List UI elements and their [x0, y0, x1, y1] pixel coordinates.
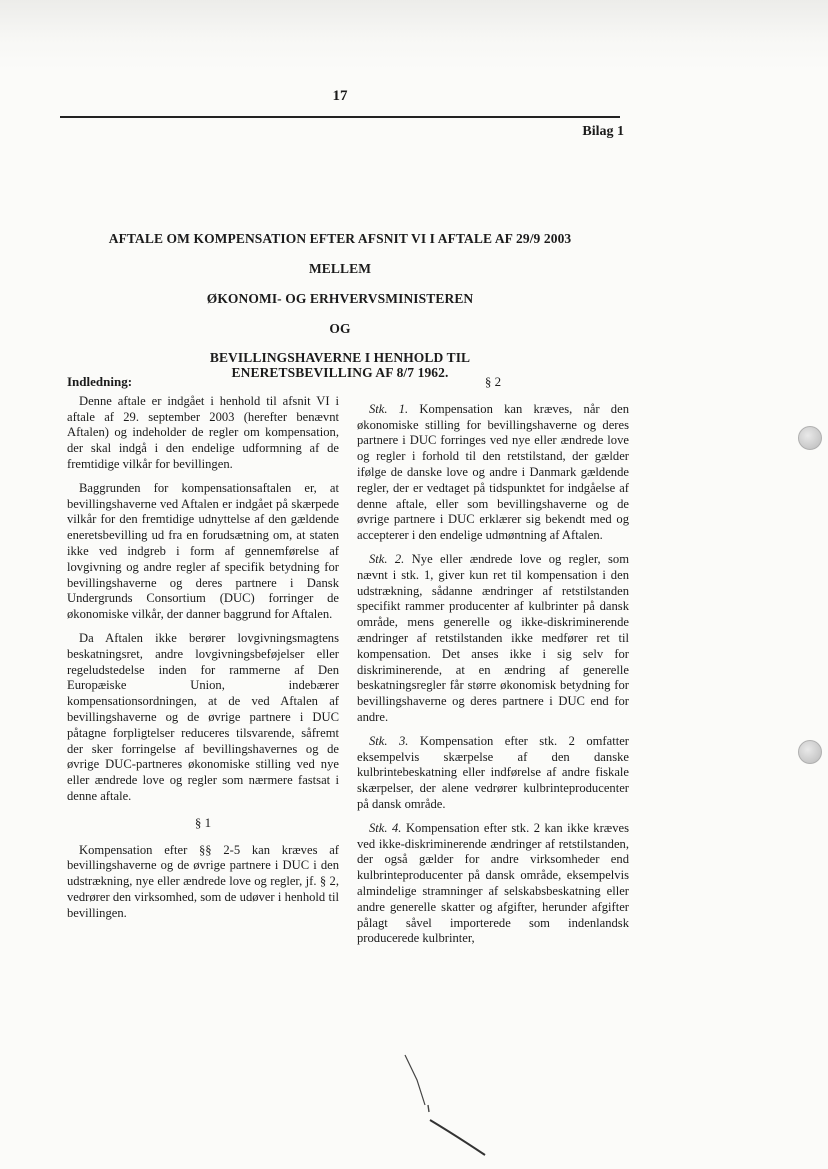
agreement-title	[95, 232, 585, 381]
stk-text: Kompensation efter stk. 2 kan ikke kræves ved ikke-diskriminerende ændringer af retstilstanden, der også gælder for andre virksomheder end kulbrinteproducenter på dansk område, eksempelvis almindelige stramninger af selskabsbeskatning eller andre generelle skatter og afgifter, herunder afgifter pålagt såvel importerede som indenlandsk producerede kulbrinter,	[357, 820, 629, 946]
paragraph: Denne aftale er indgået i henhold til afsnit VI i aftale af 29. september 2003 (herefter benævnt Aftalen) og indeholder de regler om kompensation, der skal indgå i den endelige udformning af de fremtidige vilkår for bevillingen.	[67, 393, 339, 471]
title-line: BEVILLINGSHAVERNE I HENHOLD TIL	[209, 350, 471, 366]
stk-label: Stk. 4.	[369, 820, 402, 835]
stk-label: Stk. 3.	[369, 733, 409, 748]
page-number: 17	[332, 88, 348, 104]
header-rule	[60, 116, 620, 118]
stk-label: Stk. 2.	[369, 551, 405, 566]
paragraph: Da Aftalen ikke berører lovgivningsmagtens beskatningsret, andre lovgivningsbeføjelser eller regeludstedelse inden for rammerne af Den Europæiske Union, indebærer kompensationsordningen, at de ved Aftalen af bevillingshaverne og de øvrige partnere i DUC påtagne forpligtelser reduceres tilsvarende, såfremt der sker forringelse af bevillingshavernes og de øvrige DUC-partneres økonomiske stilling ved nye eller ændrede love og regler som nærmere fastsat i denne aftale.	[67, 630, 339, 803]
section-1-heading: § 1	[194, 814, 212, 830]
stk-text: Kompensation kan kræves, når den økonomiske stilling for bevillingshaverne og deres partnere i DUC forringes ved nye eller ændrede love og regler i forhold til den retstilstand, der gælder ifølge de danske love og andre i Danmark gældende regler, der er vedtaget på tidspunktet for indgåelse af denne aftale, eller som bevillingshaverne og de øvrige partnere i DUC erklærer sig bekendt med og accepterer i den endelige udmøntning af Aftalen.	[357, 401, 629, 543]
scan-noise	[0, 0, 828, 70]
title-line: OG	[329, 320, 351, 336]
stk-paragraph	[357, 402, 629, 544]
title-line: ØKONOMI- OG ERHVERVSMINISTEREN	[206, 290, 474, 306]
appendix-label: Bilag 1	[582, 124, 624, 139]
right-column	[357, 374, 629, 955]
paragraph: Baggrunden for kompensationsaftalen er, at bevillingshaverne ved Aftalen er indgået på skærpede vilkår for den fremtidige udnyttelse af den gældende eneretsbevilling ud fra en forudsætning om, at staten ikke ved indgreb i form af gennemførelse af lovgivning og andre regler af specifik betydning for bevillingshaverne og deres partnere i Dansk Undergrunds Consortium (DUC) forringer de økonomiske vilkår, der danner baggrund for Aftalen.	[67, 480, 339, 622]
title-line: AFTALE OM KOMPENSATION EFTER AFSNIT VI I AFTALE AF 29/9 2003	[108, 231, 572, 246]
section-1-text: Kompensation efter §§ 2-5 kan kræves af bevillingshaverne og de øvrige partnere i DUC i den udstrækning, nye eller ændrede love og regler, jf. § 2, vedrører den virksomhed, som de udøver i henhold til bevillingen.	[67, 842, 339, 920]
left-column	[67, 374, 339, 930]
stk-paragraph	[357, 821, 629, 947]
stk-paragraph	[357, 734, 629, 813]
section-heading-introduction: Indledning:	[67, 374, 133, 389]
stk-label: Stk. 1.	[369, 401, 409, 416]
stk-text: Nye eller ændrede love og regler, som nævnt i stk. 1, giver kun ret til kompensation i den udstrækning, sådanne ændringer af retstilstanden specifikt rammer producenter af kulbrinter på dansk område, mens generelle og ikke-diskriminerende ændringer af retstilstanden ikke medfører ret til kompensation. Det anses ikke i sig selv for diskriminerende, at en ændring af generelle beskatningsregler får større økonomisk betydning for bevillingshaverne og deres partnere i DUC end for andre.	[357, 551, 629, 724]
punch-hole	[798, 740, 822, 764]
pen-mark	[395, 1050, 495, 1160]
title-line: ENERETSBEVILLING AF 8/7 1962.	[231, 365, 449, 381]
section-2-heading: § 2	[484, 374, 502, 389]
stk-paragraph	[357, 552, 629, 726]
stk-text: Kompensation efter stk. 2 omfatter eksempelvis skærpelse af den danske kulbrintebeskatning eller indførelse af andre fiskale skærpelser, der alene vedrører kulbrinteproducenter på dansk område.	[357, 733, 629, 811]
title-line: MELLEM	[308, 260, 372, 276]
punch-hole	[798, 426, 822, 450]
